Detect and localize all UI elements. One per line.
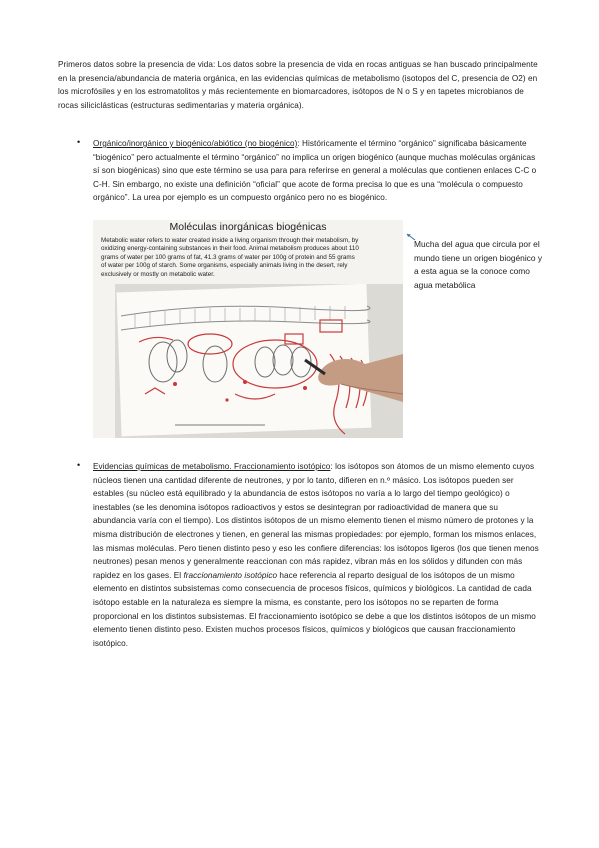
figure-caption: Metabolic water refers to water created inside a living organism through their metabolism, by oxidizing energy-containing substances in their food. Animal metabolism produces about 110 grams of water per 100 grams of fat, 41.3 grams of water per 100g of protein and 55 grams of water per 100g of starch. Some organisms, especially animals living in the desert, rely exclusively or mostly on metabolic water. bbox=[101, 237, 359, 278]
bullet-evidencias-text-a: : los isótopos son átomos de un mismo elemento cuyos núcleos tienen una cantidad diferente de neutrones, y por lo tanto, difieren en n.º másico. Los isótopos pueden ser estables (su núcleo está equilibrado y la abundancia de estos isótopos no varía a lo largo del tiempo geológico) o inestables (se les denomina isótopos radioactivos y estos se desintegran por radioactividad de manera que su abundancia varía con el tiempo). Los distintos isótopos de un mismo elemento tienen el mismo número de protones y la misma distribución de electrones y tienen, en general las mismas propiedades: por ejemplo, forman los mismos enlaces, las mismas moléculas. Pero tienen distinto peso y eso les confiere diferencias: los isótopos ligeros (los que tienen menos neutrones) pesan menos y generalmente reaccionan con más rapidez, vibran más en los sólidos y difunden con más rapidez en los gases. El bbox=[93, 462, 539, 580]
bullet-organico-text: : Históricamente el término “orgánico” significaba básicamente “biogénico” pero actualmente el término “orgánico” no implica un origen biogénico (aunque muchas moléculas orgánicas sí son biogénicas) sino que este término se usa para para referirse en general a moléculas que contienen enlaces C-C o C-H. Sin embargo, no existe una definición “oficial” que acote de forma precisa lo que es una “molécula o compuesto orgánico”. La urea por ejemplo es un compuesto orgánico pero no es biogénico. bbox=[93, 139, 537, 203]
bullet-evidencias-heading: Evidencias químicas de metabolismo. Fraccionamiento isotópico bbox=[93, 462, 331, 471]
intro-paragraph bbox=[58, 58, 544, 112]
bullet-organico-heading: Orgánico/inorgánico y biogénico/abiótico (no biogénico) bbox=[93, 139, 298, 148]
figure-title: Moléculas inorgánicas biogénicas bbox=[169, 221, 327, 233]
bullet-organico bbox=[93, 137, 543, 205]
metabolic-water-note: Mucha del agua que circula por el mundo tiene un origen biogénico y a esta agua se la conoce como agua metabólica bbox=[414, 239, 543, 290]
bullet-evidencias-italic: fraccionamiento isotópico bbox=[183, 570, 278, 580]
intro-title: Primeros datos sobre la presencia de vida: bbox=[58, 60, 216, 69]
metabolic-water-figure bbox=[93, 220, 403, 438]
hand-drawn-diagram-photo bbox=[115, 284, 403, 438]
intro-body: Los datos sobre la presencia de vida en rocas antiguas se han buscado principalmente en la presencia/abundancia de materia orgánica, en las evidencias químicas de metabolismo (isotopos del C, presencia de O2) en los microfósiles y en los estromatolitos y más recientemente en biomarcadores, isótopos de N o S y en tapetes microbianos de rocas siliciclásticas (estructuras sedimentarias y materia orgánica). bbox=[58, 60, 538, 110]
bullet-marker: • bbox=[77, 137, 81, 147]
bullet-marker: • bbox=[77, 460, 81, 470]
bullet-evidencias bbox=[93, 460, 543, 650]
bullet-evidencias-text-b: hace referencia al reparto desigual de los isótopos de un mismo elemento en distintos subsistemas como consecuencia de procesos físicos, químicos y biológicos. La cantidad de cada isótopo estable en la naturaleza es siempre la misma, es constante, pero los isótopos no se reparten de forma proporcional en los distintos subsistemas. El fraccionamiento isotópico se debe a que los distintos isótopos de un mismo elemento tienen distinto peso. Existen muchos procesos físicos, químicos y biológicos que causan fraccionamiento isotópico. bbox=[93, 570, 536, 648]
